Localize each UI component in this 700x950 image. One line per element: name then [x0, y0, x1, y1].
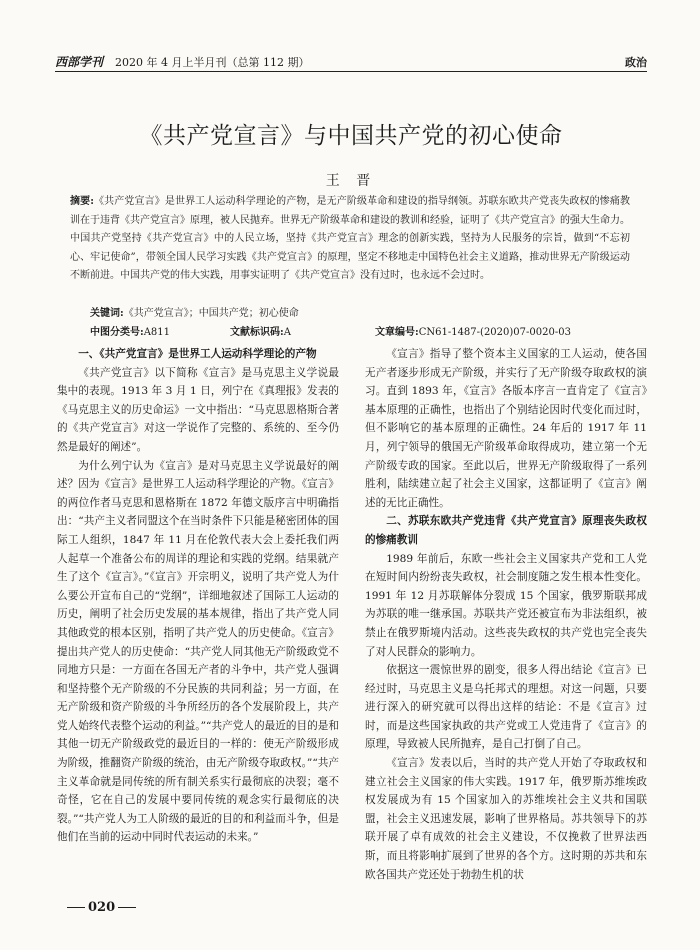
issue-info: 2020 年 4 月上半月刊（总第 112 期）: [115, 56, 310, 69]
article-number-label: 文章编号:: [375, 327, 419, 338]
clc-number: [90, 323, 170, 338]
abstract-text: 《共产党宣言》是世界工人运动科学理论的产物，是无产阶级革命和建设的指导纲领。苏联东欧共产党丧失政权的惨痛教训在于违背《共产党宣言》原理，被人民抛弃。世界无产阶级革命和建设的教训和经验，证明了《共产党宣言》的强大生命力。中国共产党坚持《共产党宣言》中的人民立场，坚持《共产党宣言》理念的创新实践，坚持为人民服务的宗旨，做到“不忘初心、牢记使命”，带领全国人民学习实践《共产党宣言》的原理，坚定不移地走中国特色社会主义道路，推动世界无产阶级运动不断前进。中国共产党的伟大实践，用事实证明了《共产党宣言》没有过时，也永远不会过时。: [70, 196, 630, 281]
abstract: [70, 193, 630, 286]
body-paragraph-1: 《共产党宣言》以下简称《宣言》是马克思主义学说最集中的表现。1913 年 3 月 1 日，列宁在《真理报》发表的《马克思主义的历史命运》一文中指出：“马克思恩格斯合著的《共产党宣言》对这一学说作了完整的、系统的、至今仍然是最好的阐述”。: [57, 366, 339, 453]
page-number: 020: [88, 900, 116, 915]
body-paragraph-2: 为什么列宁认为《宣言》是对马克思主义学说最好的阐述？因为《宣言》是世界工人运动科学理论的产物。《宣言》的两位作者马克思和恩格斯在 1872 年德文版序言中明确指出：“共产主义者同盟这个在当时条件下只能是秘密团体的国际工人组织，1847 年 11 月在伦敦代表大会上委托我们两人起草一个准备公布的周详的理论和实践的党纲。结果就产生了这个《宣言》。”《宣言》开宗明义，说明了共产党人为什么要公开宣布自己的“党纲”，详细地叙述了国际工人运动的历史，阐明了社会历史发展的基本规律，指出了共产党人同其他政党的根本区别，指明了共产党人的历史使命。《宣言》提出共产党人的历史使命：“共产党人同其他无产阶级政党不同地方只是：一方面在各国无产者的斗争中，共产党人强调和坚持整个无产阶级的不分民族的共同利益；另一方面，在无产阶级和资产阶级的斗争所经历的各个发展阶段上，共产党人始终代表整个运动的利益。”“共产党人的最近的目的是和其他一切无产阶级政党的最近目的一样的：使无产阶级形成为阶级，推翻资产阶级的统治，由无产阶级夺取政权。”“共产主义革命就是同传统的所有制关系实行最彻底的决裂；毫不奇怪，它在自己的发展中要同传统的观念实行最彻底的决裂。”“共产党人为工人阶级的最近的目的和利益而斗争，但是他们在当前的运动中同时代表运动的未来。”: [57, 459, 339, 844]
body-column-right: [365, 345, 647, 884]
keywords-text: 《共产党宣言》；中国共产党；初心使命: [123, 308, 299, 319]
article-number: [375, 323, 571, 338]
header-rule: [55, 71, 647, 72]
keywords: [90, 304, 299, 319]
article-author: 王 晋: [325, 173, 377, 189]
journal-name: 西部学刊: [55, 55, 104, 69]
body-paragraph-6: 《宣言》发表以后，当时的共产党人开始了夺取政权和建立社会主义国家的伟大实践。1917 年，俄罗斯苏维埃政权发展成为有 15 个国家加入的苏维埃社会主义共和国联盟，社会主义迅速发展，影响了世界格局。苏共领导下的苏联开展了卓有成效的社会主义建设，不仅挽救了世界法西斯，而且将影响扩展到了世界的各个方。这时期的苏共和东欧各国共产党还处于勃勃生机的状: [365, 757, 647, 881]
article-number-value: CN61-1487-(2020)07-0020-03: [418, 327, 571, 338]
keywords-label: 关键词:: [90, 308, 124, 319]
page-footer: [64, 900, 139, 915]
doc-label: 文献标识码:: [230, 327, 284, 338]
footer-dash-right: [118, 907, 136, 908]
clc-label: 中图分类号:: [90, 327, 144, 338]
footer-dash-left: [67, 907, 85, 908]
section-heading-2: 二、苏联东欧共产党违背《共产党宣言》原理丧失政权的惨痛教训: [365, 515, 647, 546]
document-code: [230, 323, 291, 338]
doc-value: A: [283, 327, 291, 338]
section-heading-1: 一、《共产党宣言》是世界工人运动科学理论的产物: [78, 348, 317, 360]
body-column-left: [57, 345, 339, 847]
running-header: [55, 52, 647, 70]
section-name: 政治: [625, 56, 647, 69]
article-title: 《共产党宣言》与中国共产党的初心使命: [139, 123, 563, 149]
abstract-label: 摘要:: [70, 196, 94, 207]
body-paragraph-5: 依据这一震惊世界的剧变，很多人得出结论《宣言》已经过时，马克思主义是乌托邦式的理想。对这一问题，只要进行深入的研究就可以得出这样的结论：不是《宣言》过时，而是这些国家执政的共产党或工人党违背了《宣言》的原理，导致被人民所抛弃，是自己打倒了自己。: [365, 664, 647, 751]
body-paragraph-3: 《宣言》指导了整个资本主义国家的工人运动，使各国无产者逐步形成无产阶级，并实行了无产阶级夺取政权的演习。直到 1893 年，《宣言》各版本序言一直肯定了《宣言》基本原理的正确性，也指出了个别结论因时代变化而过时，但不影响它的基本原理的正确性。24 年后的 1917 年 11 月，列宁领导的俄国无产阶级革命取得成功，建立第一个无产阶级专政的国家。至此以后，世界无产阶级取得了一系列胜利，陆续建立起了社会主义国家，这都证明了《宣言》阐述的无比正确性。: [365, 348, 647, 509]
clc-value: A811: [143, 327, 171, 338]
body-paragraph-4: 1989 年前后，东欧一些社会主义国家共产党和工人党在短时间内纷纷丧失政权，社会制度随之发生根本性变化。1991 年 12 月苏联解体分裂成 15 个国家，俄罗斯联邦成为苏联的唯一继承国。苏联共产党还被宣布为非法组织，被禁止在俄罗斯境内活动。这些丧失政权的共产党也完全丧失了对人民群众的影响力。: [365, 552, 647, 658]
